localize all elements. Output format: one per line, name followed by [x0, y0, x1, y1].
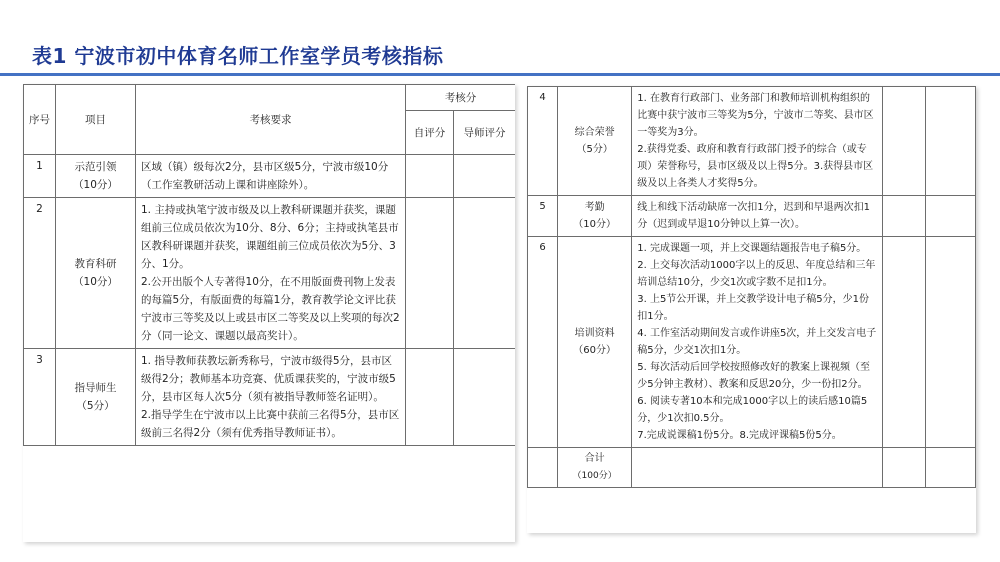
total-requirement	[632, 448, 883, 488]
table-row-total	[528, 448, 976, 488]
page-title: 表1 宁波市初中体育名师工作室学员考核指标	[32, 44, 444, 68]
row-num: 2	[24, 198, 56, 349]
mentor-score-cell[interactable]	[454, 198, 516, 349]
table-row	[528, 196, 976, 237]
self-score-cell[interactable]	[882, 87, 925, 196]
row-requirement: 1. 完成课题一项，并上交课题结题报告电子稿5分。 2. 上交每次活动1000字以上的反思、年度总结和三年培训总结10分，少交1次或字数不足扣1分。 3. 上5节公开课，并上交教学设计电子稿5分，少1份扣1分。 4. 工作室活动期间发言或作讲座5次，并上交发言电子稿5分，少交1次扣1分。 5. 每次活动后回学校按照修改好的教案上课视频（至少5分钟主教材）、教案和反思20分，少一份扣2分。 6. 阅读专著10本和完成1000字以上的读后感10篇5分，少1次扣0.5分。 7.完成说课稿1份5分。8.完成评课稿5份5分。	[632, 237, 883, 448]
row-requirement: 1. 主持或执笔宁波市级及以上教科研课题并获奖，课题组前三位成员依次为10分、8分、6分；主持或执笔县市区教科研课题并获奖，课题组前三位成员依次为5分、3分、1分。 2.公开出版个人专著得10分，在不用版面费刊物上发表的每篇5分，有版面费的每篇1分，教育教学论文评比获宁波市三等奖及以上或县市区二等奖及以上奖项的每次2分（同一论文、课题以最高奖计）。	[136, 198, 406, 349]
self-score-cell[interactable]	[406, 349, 454, 446]
mentor-score-cell[interactable]	[925, 196, 975, 237]
row-item: 教育科研 （10分）	[56, 198, 136, 349]
row-num	[528, 448, 558, 488]
header-item: 项目	[56, 85, 136, 155]
row-num: 6	[528, 237, 558, 448]
header-score: 考核分	[406, 85, 516, 111]
row-item: 培训资料 （60分）	[558, 237, 632, 448]
row-num: 1	[24, 155, 56, 198]
mentor-score-cell[interactable]	[925, 87, 975, 196]
total-label: 合计 （100分）	[558, 448, 632, 488]
assessment-table-right	[527, 86, 976, 488]
self-score-cell[interactable]	[882, 196, 925, 237]
table-row	[24, 349, 516, 446]
table-right-panel	[527, 86, 976, 533]
self-score-total[interactable]	[882, 448, 925, 488]
assessment-table-left	[23, 84, 515, 446]
table-left-panel	[23, 84, 515, 542]
mentor-score-cell[interactable]	[454, 155, 516, 198]
row-requirement: 线上和线下活动缺席一次扣1分，迟到和早退两次扣1分（迟到或早退10分钟以上算一次）。	[632, 196, 883, 237]
table-row	[24, 198, 516, 349]
row-item: 指导师生 （5分）	[56, 349, 136, 446]
mentor-score-total[interactable]	[925, 448, 975, 488]
mentor-score-cell[interactable]	[925, 237, 975, 448]
header-mentor-score: 导师评分	[454, 111, 516, 155]
row-requirement: 1. 指导教师获教坛新秀称号，宁波市级得5分，县市区级得2分；教师基本功竞赛、优质课获奖的，宁波市级5分，县市区每人次5分（须有被指导教师签名证明）。 2.指导学生在宁波市以上比赛中获前三名得5分，县市区级前三名得2分（须有优秀指导教师证书）。	[136, 349, 406, 446]
row-item: 综合荣誉 （5分）	[558, 87, 632, 196]
row-num: 3	[24, 349, 56, 446]
mentor-score-cell[interactable]	[454, 349, 516, 446]
self-score-cell[interactable]	[406, 155, 454, 198]
header-requirement: 考核要求	[136, 85, 406, 155]
table-row	[24, 155, 516, 198]
row-num: 4	[528, 87, 558, 196]
self-score-cell[interactable]	[406, 198, 454, 349]
header-self-score: 自评分	[406, 111, 454, 155]
table-row	[528, 87, 976, 196]
row-item: 示范引领 （10分）	[56, 155, 136, 198]
row-requirement: 区域（镇）级每次2分，县市区级5分，宁波市级10分（工作室教研活动上课和讲座除外）。	[136, 155, 406, 198]
row-requirement: 1. 在教育行政部门、业务部门和教师培训机构组织的比赛中获宁波市三等奖为5分，宁波市二等奖、县市区一等奖为3分。 2.获得党委、政府和教育行政部门授予的综合（或专项）荣誉称号，县市区级及以上得5分。3.获得县市区级及以上各类人才奖得5分。	[632, 87, 883, 196]
title-underline	[0, 73, 1000, 76]
table-row	[528, 237, 976, 448]
row-item: 考勤 （10分）	[558, 196, 632, 237]
header-num: 序号	[24, 85, 56, 155]
row-num: 5	[528, 196, 558, 237]
self-score-cell[interactable]	[882, 237, 925, 448]
